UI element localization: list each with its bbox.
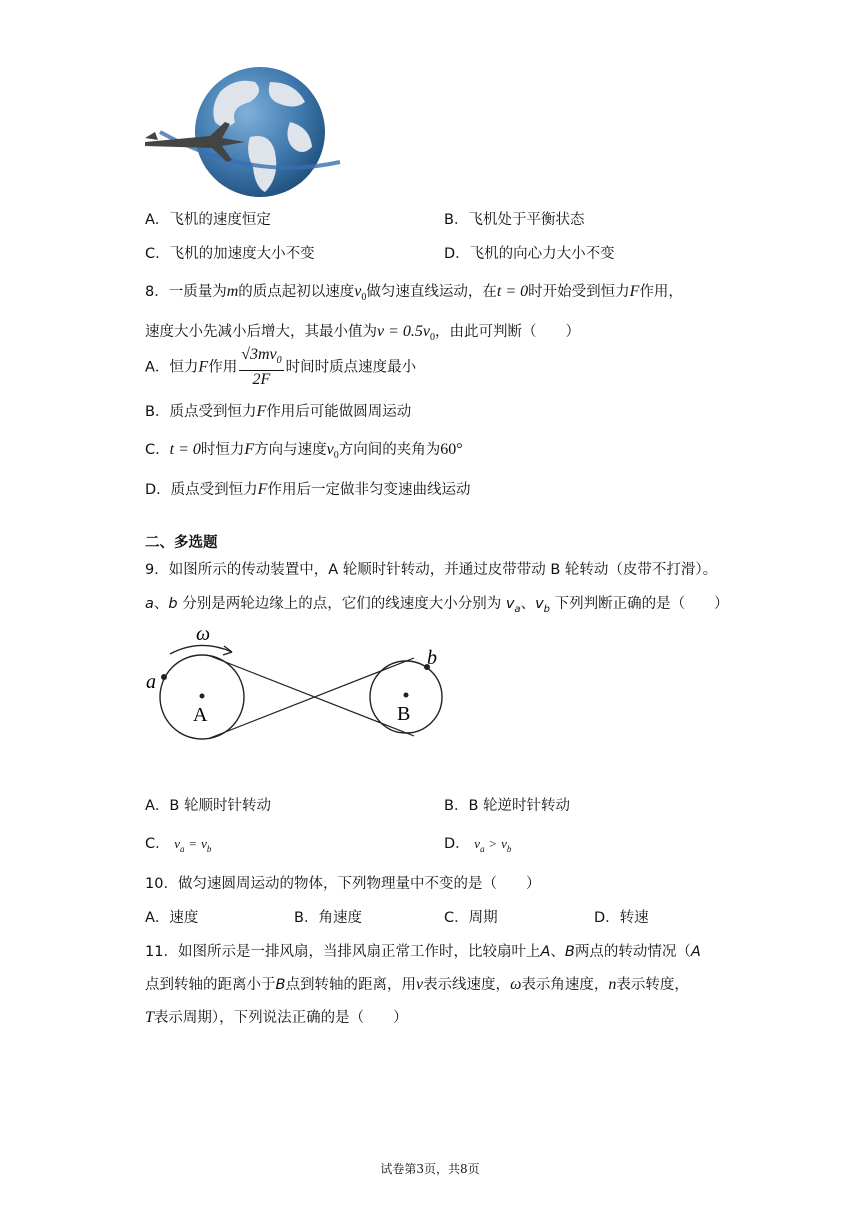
axle-a bbox=[200, 694, 205, 699]
q8-stem-line1: 8．一质量为m的质点起初以速度$v_0$做匀速直线运动，在t = 0时开始受到恒力F作用， bbox=[145, 283, 683, 303]
pulley-belt-diagram bbox=[140, 622, 460, 752]
q8-stem-line2: 速度大小先减小后增大，其最小值为$v = 0.5v_0$，由此可判断（ ） bbox=[145, 323, 581, 343]
globe-airplane-icon bbox=[140, 62, 355, 202]
point-b-label: b bbox=[427, 647, 437, 669]
point-a bbox=[161, 674, 167, 680]
q9-stem-line1: 9．如图所示的传动装置中，A 轮顺时针转动，并通过皮带带动 B 轮转动（皮带不打滑）。 bbox=[145, 562, 718, 578]
q11-stem-line2: 点到转轴的距离小于B点到转轴的距离，用v表示线速度，ω表示角速度，n表示转度， bbox=[145, 976, 689, 993]
q8-option-d: D．质点受到恒力F作用后一定做非匀变速曲线运动 bbox=[145, 481, 471, 498]
q10-option-c: C．周期 bbox=[444, 910, 498, 926]
q11-stem-line3: T表示周期），下列说法正确的是（ ） bbox=[145, 1009, 408, 1026]
q11-stem-line1: 11．如图所示是一排风扇，当排风扇正常工作时，比较扇叶上A、B两点的转动情况（A bbox=[145, 944, 701, 960]
wheel-a-label: A bbox=[193, 704, 208, 726]
rotation-arrow bbox=[170, 645, 232, 654]
q10-option-b: B．角速度 bbox=[294, 910, 362, 926]
q10-stem: 10．做匀速圆周运动的物体，下列物理量中不变的是（ ） bbox=[145, 876, 541, 892]
q7-option-b: B．飞机处于平衡状态 bbox=[444, 212, 585, 228]
belt-line bbox=[210, 656, 414, 736]
fraction: $\frac{√3mv_0}{2F}$ bbox=[241, 346, 282, 389]
wheel-b-label: B bbox=[397, 703, 411, 725]
q8-option-c: C．t = 0时恒力F方向与速度$v_0$方向间的夹角为60° bbox=[145, 441, 463, 461]
q7-option-a: A．飞机的速度恒定 bbox=[145, 212, 271, 228]
q7-option-d: D．飞机的向心力大小不变 bbox=[444, 246, 615, 262]
q9-option-c: C． $v_a = v_b$ bbox=[145, 836, 212, 854]
q8-option-b: B．质点受到恒力F作用后可能做圆周运动 bbox=[145, 403, 412, 420]
q9-option-d: D． $v_a > v_b$ bbox=[444, 836, 512, 854]
q9-option-a: A．B 轮顺时针转动 bbox=[145, 798, 271, 814]
q9-option-b: B．B 轮逆时针转动 bbox=[444, 798, 571, 814]
q7-option-c: C．飞机的加速度大小不变 bbox=[145, 246, 315, 262]
page-footer: 试卷第3页，共8页 bbox=[380, 1162, 480, 1176]
omega-label: ω bbox=[196, 623, 211, 645]
point-a-label: a bbox=[146, 671, 156, 693]
q9-stem-line2: a、b 分别是两轮边缘上的点，它们的线速度大小分别为 $v_a$、$v_b$ 下列判断正确的是（ ） bbox=[145, 596, 729, 615]
q8-option-a: A．恒力F作用 $\frac{√3mv_0}{2F}$ 时间时质点速度最小 bbox=[145, 346, 417, 389]
q10-option-a: A．速度 bbox=[145, 910, 199, 926]
section-title: 二、多选题 bbox=[145, 535, 218, 551]
q10-option-d: D．转速 bbox=[594, 910, 649, 926]
belt-line bbox=[210, 658, 414, 738]
axle-b bbox=[404, 693, 409, 698]
